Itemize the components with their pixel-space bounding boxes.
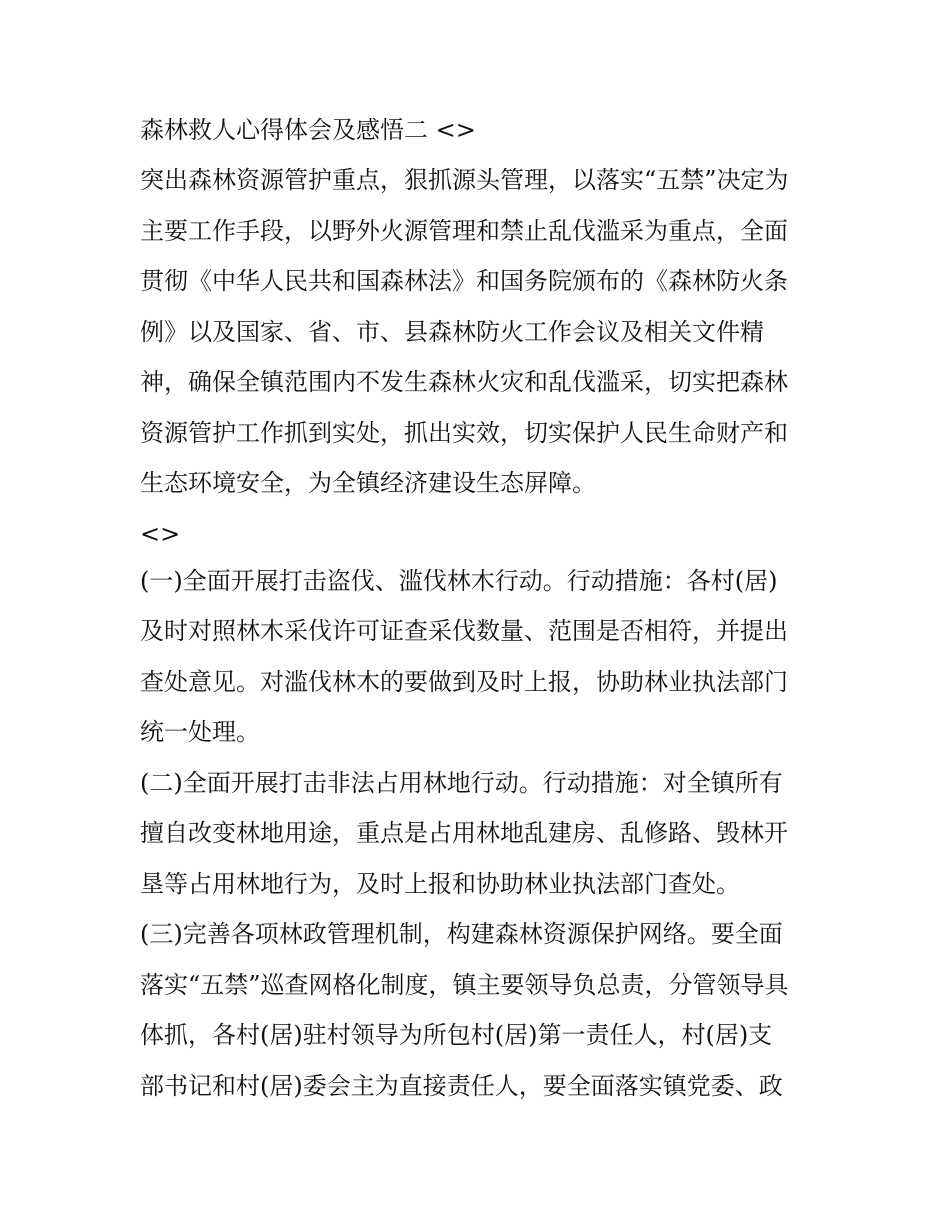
paragraph-3 xyxy=(140,765,820,917)
paragraph-line: 资源管护工作抓到实处，抓出实效，切实保护人民生命财产和 xyxy=(140,418,788,447)
paragraph-line: 主要工作手段，以野外火源管理和禁止乱伐滥采为重点，全面 xyxy=(140,216,788,245)
paragraph-line: 查处意见。对滥伐林木的要做到及时上报，协助林业执法部门 xyxy=(140,667,788,696)
paragraph-line: (二)全面开展打击非法占用林地行动。行动措施：对全镇所有 xyxy=(140,768,783,797)
paragraph-4 xyxy=(140,916,820,1118)
paragraph-line: 神，确保全镇范围内不发生森林火灾和乱伐滥采，切实把森林 xyxy=(140,368,788,396)
paragraph-line: 及时对照林木采伐许可证查采伐数量、范围是否相符，并提出 xyxy=(140,617,788,645)
paragraph-2 xyxy=(140,563,820,765)
paragraph-line: 例》以及国家、省、市、县森林防火工作会议及相关文件精 xyxy=(140,317,764,346)
paragraph-line: 统一处理。 xyxy=(140,718,260,746)
marker-line: <> xyxy=(140,519,181,548)
paragraph-line: 落实“五禁”巡查网格化制度，镇主要领导负总责，分管领导具 xyxy=(140,970,789,999)
document-title: 森林救人心得体会及感悟二 <> xyxy=(140,116,476,144)
paragraph-line: (三)完善各项林政管理机制，构建森林资源保护网络。要全面 xyxy=(140,920,783,948)
paragraph-line: 体抓，各村(居)驻村领导为所包村(居)第一责任人，村(居)支 xyxy=(140,1021,773,1049)
paragraph-line: 生态环境安全，为全镇经济建设生态屏障。 xyxy=(140,469,596,497)
paragraph-line: 擅自改变林地用途，重点是占用林地乱建房、乱修路、毁林开 xyxy=(140,819,788,847)
document-page xyxy=(140,112,820,1118)
paragraph-line: 突出森林资源管护重点，狠抓源头管理，以落实“五禁”决定为 xyxy=(140,166,789,194)
separator-marker xyxy=(140,516,820,563)
paragraph-line: 部书记和村(居)委会主为直接责任人，要全面落实镇党委、政 xyxy=(140,1071,783,1100)
paragraph-line: (一)全面开展打击盗伐、滥伐林木行动。行动措施：各村(居) xyxy=(140,566,778,595)
paragraph-line: 贯彻《中华人民共和国森林法》和国务院颁布的《森林防火条 xyxy=(140,267,788,295)
paragraph-line: 垦等占用林地行为，及时上报和协助林业执法部门查处。 xyxy=(140,869,740,898)
paragraph-1 xyxy=(140,162,820,516)
